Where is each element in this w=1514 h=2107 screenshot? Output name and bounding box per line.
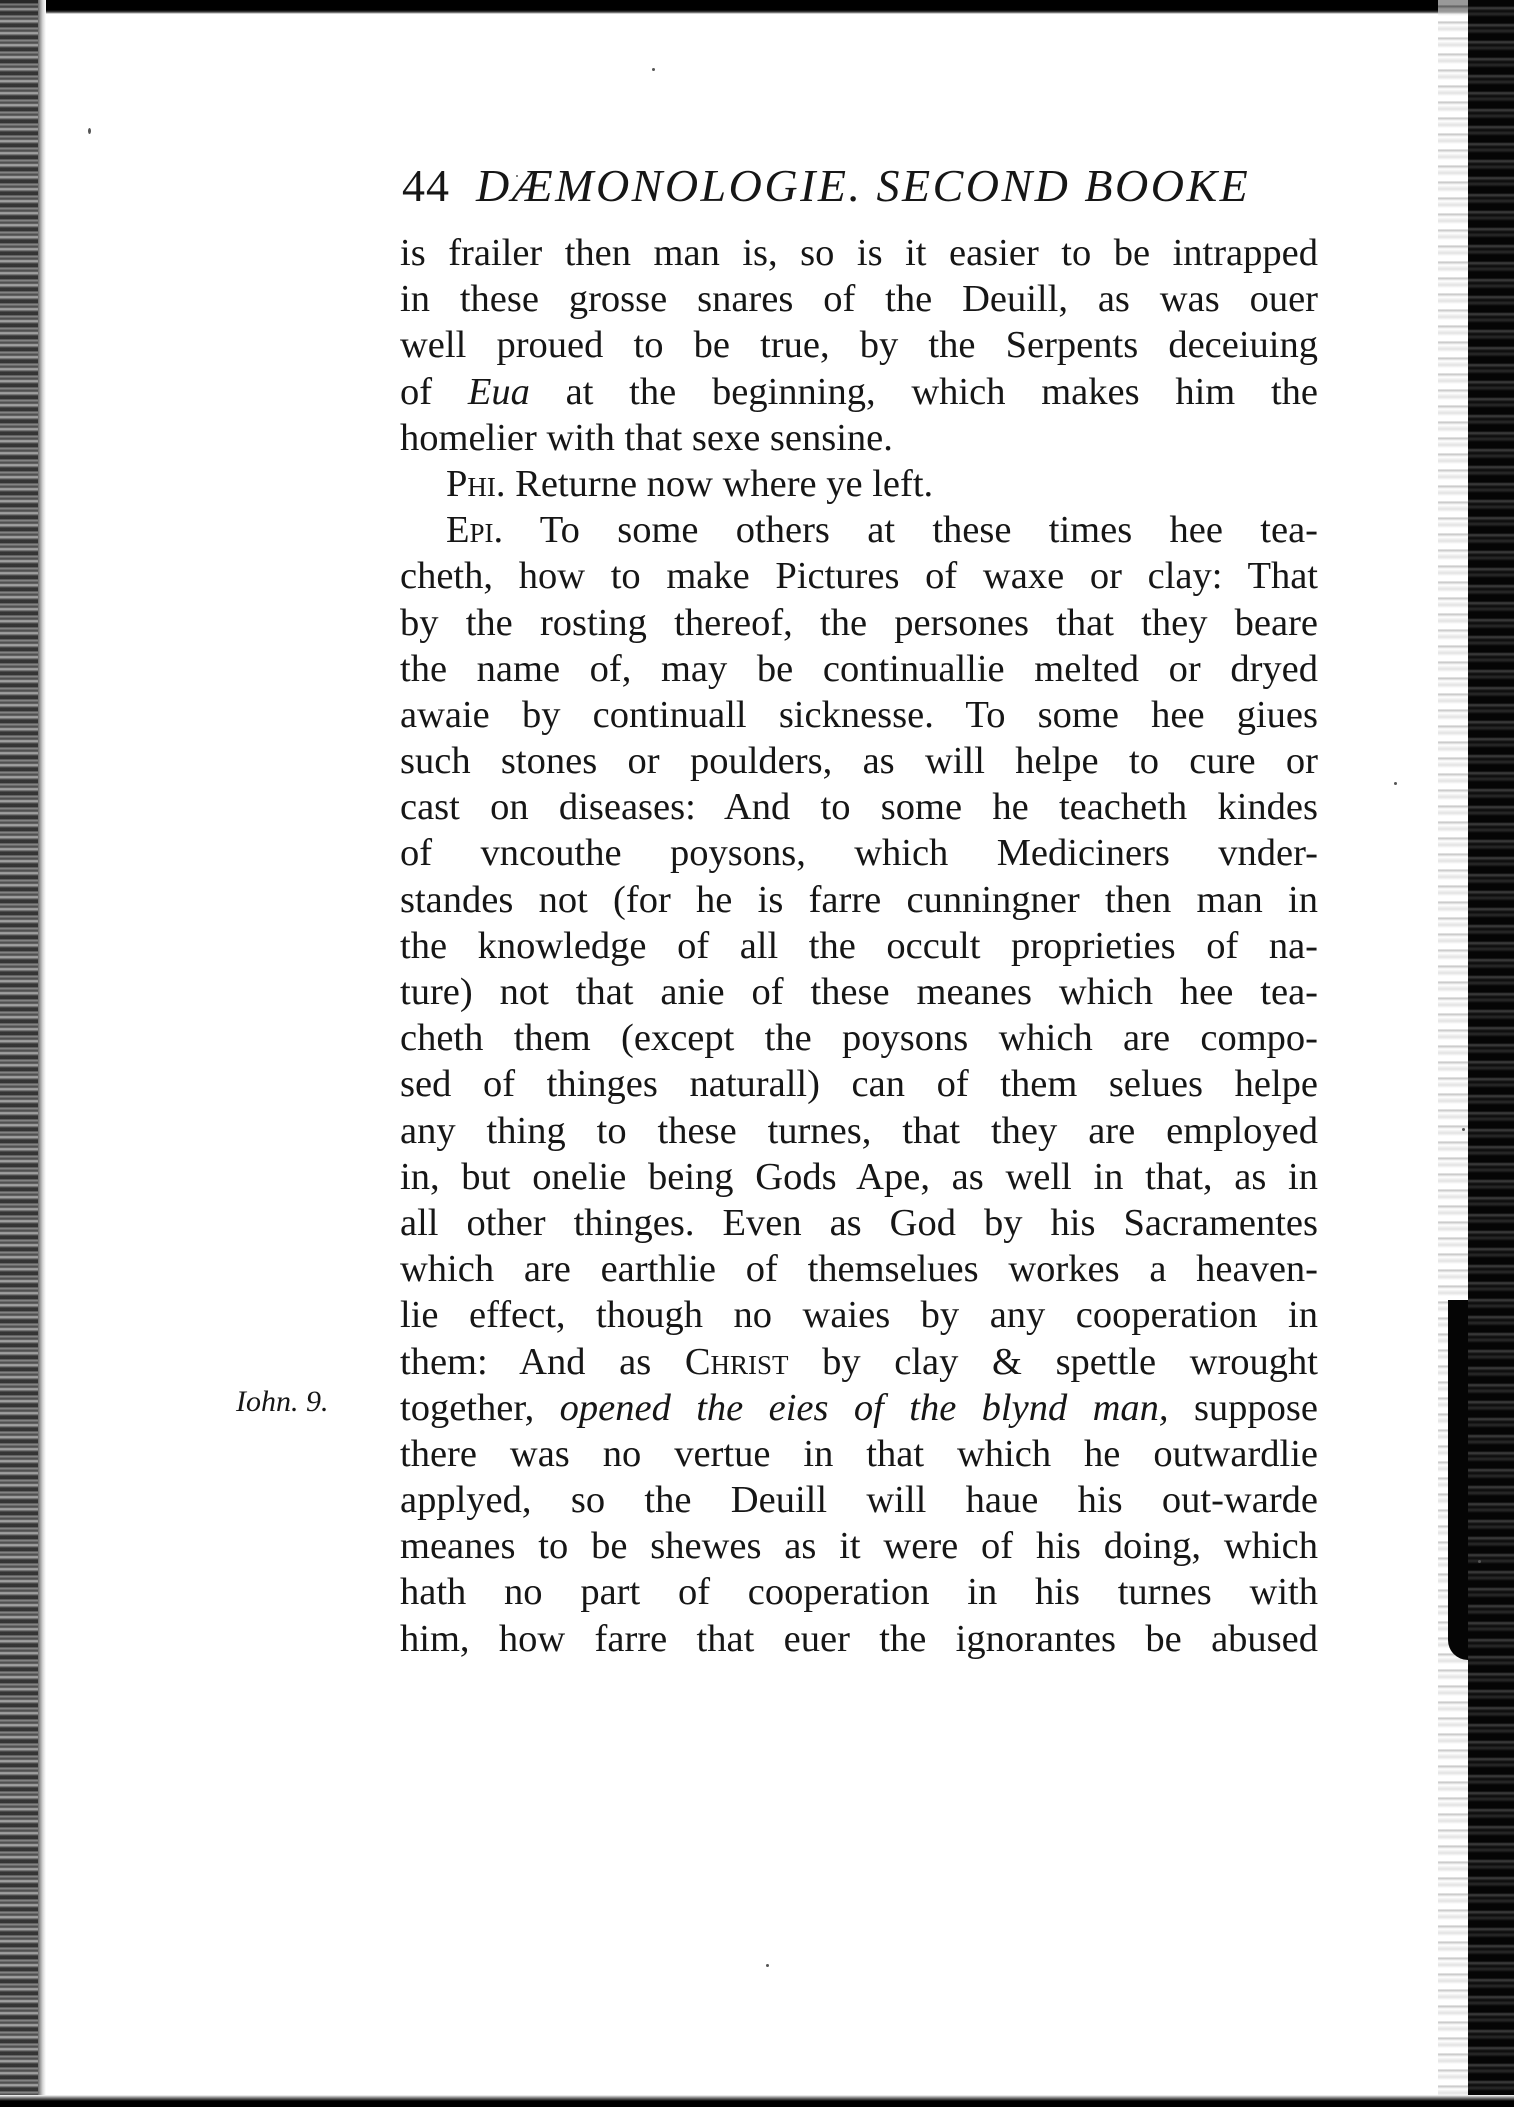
page-bottom-edge	[0, 2095, 1514, 2107]
speech-line	[400, 461, 1318, 507]
text-line: such stones or poulders, as will helpe to cure or	[400, 740, 1318, 783]
scan-left-shadow	[38, 0, 46, 2107]
page-top-edge	[0, 0, 1514, 14]
scan-left-edge	[0, 0, 38, 2107]
text-line	[400, 1339, 1318, 1385]
text-line: in these grosse snares of the Deuill, as was ouer	[400, 278, 1318, 321]
text-segment: To some others at these times hee tea-	[539, 509, 1318, 552]
text-line: awaie by continuall sicknesse. To some hee giues	[400, 693, 1318, 736]
text-segment: Returne now where ye left.	[515, 462, 934, 505]
text-line: of vncouthe poysons, which Mediciners vnder-	[400, 832, 1318, 875]
text-line: by the rosting thereof, the persones that they beare	[400, 601, 1318, 644]
text-segment-small-caps: Christ	[684, 1340, 789, 1383]
text-line	[400, 369, 1318, 415]
text-segment-italic: opened the eies of the blynd man,	[559, 1386, 1169, 1429]
running-title: DÆMONOLOGIE. SECOND BOOKE	[476, 160, 1251, 211]
speech-line	[400, 507, 1318, 553]
running-header	[402, 158, 1250, 214]
text-line: meanes to be shewes as it were of his doing, which	[400, 1525, 1318, 1568]
text-segment: by clay & spettle wrought	[822, 1340, 1319, 1383]
text-line: homelier with that sexe sensine.	[400, 416, 893, 459]
text-line: there was no vertue in that which he outwardlie	[400, 1432, 1318, 1475]
text-line: standes not (for he is farre cunningner then man in	[400, 878, 1318, 921]
text-segment: at the beginning, which makes him the	[565, 370, 1319, 413]
text-line: ture) not that anie of these meanes which hee tea-	[400, 971, 1318, 1013]
text-line: the knowledge of all the occult proprieties of na-	[400, 924, 1318, 967]
text-segment: together,	[400, 1386, 535, 1429]
text-segment-italic: Eua	[467, 370, 530, 413]
text-segment: suppose	[1193, 1386, 1319, 1429]
text-line: him, how farre that euer the ignorantes be abused	[400, 1617, 1318, 1660]
text-line: cheth, how to make Pictures of waxe or clay: That	[400, 555, 1318, 598]
text-line: any thing to these turnes, that they are employed	[400, 1109, 1318, 1152]
text-segment: of	[400, 370, 433, 413]
text-line: in, but onelie being Gods Ape, as well in that, as in	[400, 1155, 1318, 1198]
text-line: well proued to be true, by the Serpents deceiuing	[400, 324, 1318, 367]
text-line: sed of thinges naturall) can of them selues helpe	[400, 1063, 1318, 1106]
scan-right-ragged-edge	[1438, 0, 1468, 2107]
text-line: applyed, so the Deuill will haue his out-warde	[400, 1479, 1318, 1522]
page-body	[400, 230, 1318, 1662]
text-line: cast on diseases: And to some he teacheth kindes	[400, 786, 1318, 829]
text-segment: them: And as	[400, 1340, 652, 1383]
page-number: 44	[402, 160, 450, 211]
scan-right-dark-strip	[1448, 1300, 1468, 1660]
text-line: all other thinges. Even as God by his Sacramentes	[400, 1201, 1318, 1244]
text-line: cheth them (except the poysons which are compo-	[400, 1017, 1318, 1060]
speaker-label: Epi.	[446, 509, 504, 552]
text-line: is frailer then man is, so is it easier to be intrapped	[400, 232, 1318, 274]
text-line: which are earthlie of themselues workes a heaven-	[400, 1248, 1318, 1291]
text-line	[400, 1385, 1318, 1431]
margin-note: Iohn. 9.	[236, 1385, 329, 1418]
text-line: lie effect, though no waies by any cooperation in	[400, 1294, 1318, 1337]
text-line: hath no part of cooperation in his turnes with	[400, 1571, 1318, 1614]
text-line: the name of, may be continuallie melted or dryed	[400, 647, 1318, 690]
speaker-label: Phi.	[446, 462, 506, 505]
scan-right-edge	[1468, 0, 1514, 2107]
